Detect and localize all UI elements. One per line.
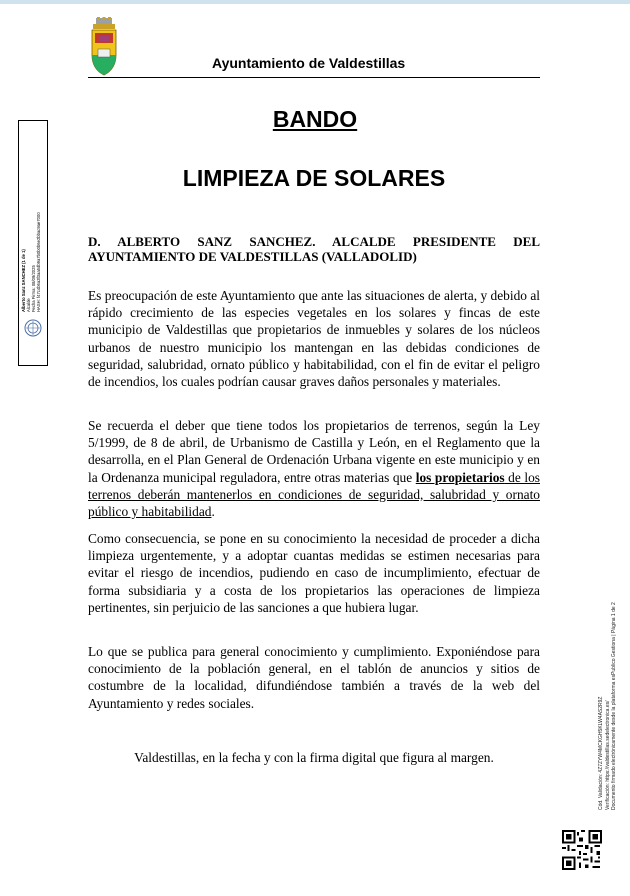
paragraph-2-underlined: de los terrenos deberán mantenerlos en condiciones de seguridad, salubridad y ornato público y habitabilidad [88,469,540,520]
verification-line-3: Documento firmado electrónicamente desde la plataforma esPublico Gestiona | Página 1 de 2 [611,602,617,810]
closing-line: Valdestillas, en la fecha y con la firma digital que figura al margen. [134,750,494,765]
signature-hash: HASH: f47c4b6a3f3aa5db9a7b0b0b6e2bbac9ae7000 [36,212,41,312]
addressee [88,234,540,264]
seal-icon [23,318,43,338]
addressee-line-1: D. ALBERTO SANZ SANCHEZ. ALCALDE PRESIDENTE DEL [88,234,540,249]
header-divider [88,77,540,78]
paragraph-1: Es preocupación de este Ayuntamiento que ante las situaciones de alerta, y debido al rápido crecimiento de las especies vegetales en los solares y fincas de este municipio de Valdestillas que propietarios de inmuebles y solares de los núcleos urbanos de nuestro municipio los mantengan en las debidas condiciones de seguridad, salubridad, ornato público y habitabilidad, con el fin de evitar el peligro de incendios, los cuales podrían causar graves daños personales y materiales. [88,288,540,390]
qr-code-icon[interactable] [562,830,602,870]
document-subtitle: LIMPIEZA DE SOLARES [182,165,446,191]
paragraph-4: Lo que se publica para general conocimiento y cumplimiento. Exponiéndose para conocimiento de la población general, en el tablón de anuncios y sitios de costumbre de la localidad, difundiéndose también a través de la web del Ayuntamiento y redes sociales. [88,644,540,711]
paragraph-3: Como consecuencia, se pone en su conocimiento la necesidad de proceder a dicha limpieza urgentemente, y a adoptar cuantas medidas se estimen necesarias para evitar el riesgo de incendios, pudiendo en caso de incumplimiento, efectuar de forma subsidiaria y a costa de los propietarios las operaciones de limpieza pertinentes, sin perjuicio de las sanciones a que hubiera lugar. [88,531,540,615]
header-title: Ayuntamiento de Valdestillas [212,55,406,71]
paragraph-2-bold: los propietarios [415,469,505,485]
top-bar [0,0,630,4]
document-title: BANDO [272,106,358,132]
paragraph-2-start: Se recuerda el deber que tiene todos los propietarios de terrenos, según la Ley 5/1999, de 8 de abril, de Urbanismo de Castilla y León, en el Reglamento que la desarrolla, en el Plan General de Ordenación Urbana vigente en este municipio y en la Ordenanza municipal reguladora, entre otras materias que [88,418,540,485]
paragraph-2-end: . [211,504,215,520]
paragraph-2 [88,417,540,520]
coat-of-arms-icon [87,17,121,77]
signature-role: Alcalde [26,298,31,312]
signature-date: Fecha Firma: 08/09/2025 [31,265,36,312]
addressee-line-2: AYUNTAMIENTO DE VALDESTILLAS (VALLADOLID) [88,249,417,264]
verification-line-1: Cód. Validación: 4Z7ZYW4MCKGH5KLW4AS2R9Z [598,696,604,810]
signature-signer: Alberto Sanz SANCHEZ (1 de 1) [21,249,26,312]
verification-line-2[interactable]: Verificación: https://valdestillas.sedelectronica.es/ [604,700,611,810]
